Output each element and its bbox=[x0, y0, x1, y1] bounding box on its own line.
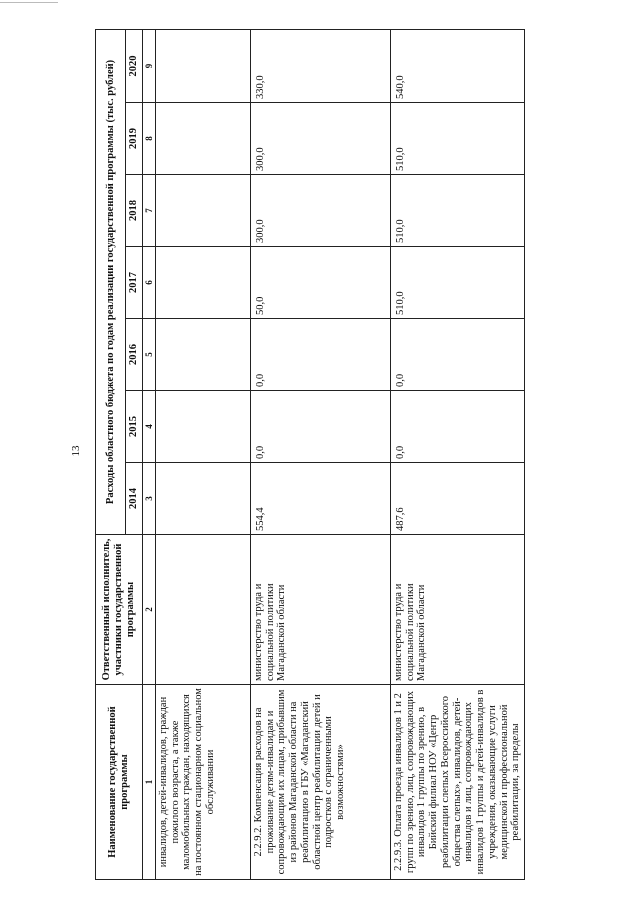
value-cell bbox=[155, 103, 250, 175]
program-name-cell: 2.2.9.3. Оплата проезда инвалидов 1 и 2 групп по зрению, лиц, сопровождающих инвалидов 1 группы по зрению, в Бийский филиал НОУ «Центр реабилитации слепых Всероссийского общества слепых», инвалидов, детей-инвалидов и лиц, сопровождающих инвалидов 1 группы и детей-инвалидов в учреждения, оказывающие услуги медицинской и профессиональной реабилитации, за пределы bbox=[390, 685, 524, 880]
executor-cell: министерство труда и социальной политики Магаданской области bbox=[390, 535, 524, 685]
value-cell bbox=[155, 29, 250, 102]
column-number: 4 bbox=[142, 391, 155, 463]
header-name: Наименование государственной программы bbox=[96, 685, 143, 880]
value-cell: 554,4 bbox=[250, 463, 390, 535]
year-header: 2017 bbox=[126, 247, 143, 319]
value-cell: 50,0 bbox=[250, 247, 390, 319]
value-cell bbox=[155, 391, 250, 463]
value-cell: 0,0 bbox=[250, 319, 390, 391]
value-cell: 0,0 bbox=[390, 391, 524, 463]
column-number-row bbox=[142, 29, 155, 879]
column-number: 6 bbox=[142, 247, 155, 319]
value-cell: 540,0 bbox=[390, 29, 524, 102]
header-row-1 bbox=[96, 29, 126, 879]
year-header: 2020 bbox=[126, 29, 143, 102]
budget-table bbox=[95, 29, 525, 880]
year-header: 2016 bbox=[126, 319, 143, 391]
table-row bbox=[155, 29, 250, 879]
column-number: 8 bbox=[142, 103, 155, 175]
table-row bbox=[250, 29, 390, 879]
value-cell bbox=[155, 247, 250, 319]
executor-cell bbox=[155, 535, 250, 685]
value-cell bbox=[155, 319, 250, 391]
column-number: 2 bbox=[142, 535, 155, 685]
value-cell: 487,6 bbox=[390, 463, 524, 535]
top-left-rule bbox=[0, 2, 58, 3]
value-cell bbox=[155, 463, 250, 535]
executor-cell: министерство труда и социальной политики Магаданской области bbox=[250, 535, 390, 685]
value-cell: 330,0 bbox=[250, 29, 390, 102]
header-expenses-group: Расходы областного бюджета по годам реализации государственной программы (тыс. рублей) bbox=[96, 29, 126, 534]
year-header: 2019 bbox=[126, 103, 143, 175]
year-header: 2014 bbox=[126, 463, 143, 535]
column-number: 9 bbox=[142, 29, 155, 102]
year-header: 2018 bbox=[126, 175, 143, 247]
value-cell: 0,0 bbox=[390, 319, 524, 391]
column-number: 3 bbox=[142, 463, 155, 535]
program-name-cell: 2.2.9.2. Компенсация расходов на проживание детям-инвалидам и сопровождающим их лицам, прибывшим из районов Магаданской области на реабилитацию в ГБУ «Магаданский областной центр реабилитации детей и подростков с ограниченными возможностями» bbox=[250, 685, 390, 880]
column-number: 5 bbox=[142, 319, 155, 391]
value-cell: 0,0 bbox=[250, 391, 390, 463]
column-number: 7 bbox=[142, 175, 155, 247]
budget-table-sheet bbox=[95, 30, 522, 880]
year-header: 2015 bbox=[126, 391, 143, 463]
value-cell: 510,0 bbox=[390, 247, 524, 319]
header-executor: Ответственный исполнитель, участники государственной программы bbox=[96, 535, 143, 685]
value-cell bbox=[155, 175, 250, 247]
value-cell: 510,0 bbox=[390, 103, 524, 175]
column-number: 1 bbox=[142, 685, 155, 880]
value-cell: 300,0 bbox=[250, 175, 390, 247]
table-row bbox=[390, 29, 524, 879]
program-name-cell: инвалидов, детей-инвалидов, граждан пожилого возраста, а также маломобильных граждан, находящихся на постоянном стационарном социальном обслуживании bbox=[155, 685, 250, 880]
page-number: 13 bbox=[70, 445, 82, 457]
value-cell: 300,0 bbox=[250, 103, 390, 175]
value-cell: 510,0 bbox=[390, 175, 524, 247]
